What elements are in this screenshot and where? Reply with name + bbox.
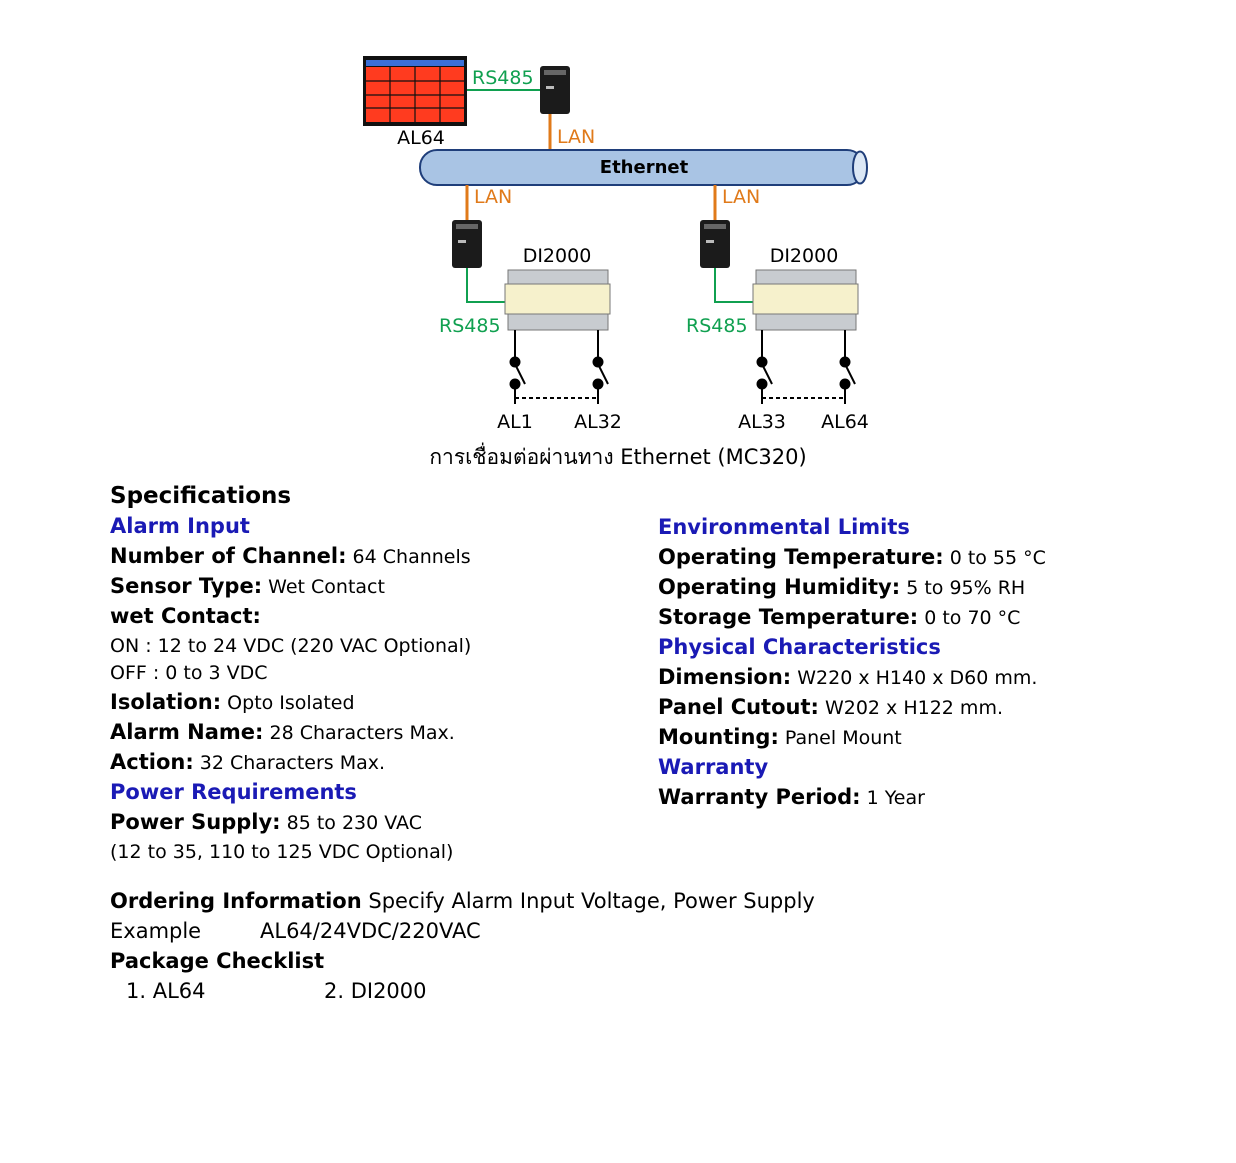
di2000-left-label: DI2000 bbox=[522, 245, 592, 267]
alarm-input-heading: Alarm Input bbox=[110, 514, 250, 538]
channel-label: Number of Channel: bbox=[110, 544, 347, 568]
environmental-limits-heading: Environmental Limits bbox=[658, 515, 910, 539]
ordering-text: Specify Alarm Input Voltage, Power Supply bbox=[368, 889, 815, 913]
al1-label: AL1 bbox=[497, 411, 533, 433]
ordering-label: Ordering Information bbox=[110, 889, 362, 913]
specifications-title: Specifications bbox=[110, 483, 292, 509]
dimension-label: Dimension: bbox=[658, 665, 792, 689]
converter-top-icon bbox=[540, 66, 570, 114]
rs485-top-label: RS485 bbox=[472, 67, 534, 89]
diagram-caption: การเชื่อมต่อผ่านทาง Ethernet (MC320) bbox=[429, 445, 807, 469]
spec-right-column bbox=[658, 512, 1046, 812]
power-supply-value: 85 to 230 VAC bbox=[286, 812, 422, 834]
mounting-label: Mounting: bbox=[658, 725, 779, 749]
storage-temperature-value: 0 to 70 °C bbox=[924, 607, 1021, 629]
operating-humidity-value: 5 to 95% RH bbox=[906, 577, 1026, 599]
alarm-name-label: Alarm Name: bbox=[110, 720, 264, 744]
power-supply-note: (12 to 35, 110 to 125 VDC Optional) bbox=[110, 841, 454, 863]
mounting-value: Panel Mount bbox=[784, 727, 902, 749]
switches-right bbox=[758, 330, 856, 404]
converter-left-icon bbox=[452, 220, 482, 268]
network-diagram bbox=[0, 0, 1236, 440]
checklist-item-2: 2. DI2000 bbox=[324, 979, 427, 1003]
wet-on-value: ON : 12 to 24 VDC (220 VAC Optional) bbox=[110, 635, 472, 657]
ordering-section bbox=[110, 886, 815, 1006]
converter-right-icon bbox=[700, 220, 730, 268]
al33-label: AL33 bbox=[738, 411, 786, 433]
power-requirements-heading: Power Requirements bbox=[110, 780, 357, 804]
power-supply-label: Power Supply: bbox=[110, 810, 281, 834]
isolation-value: Opto Isolated bbox=[227, 692, 355, 714]
al64-label: AL64 bbox=[397, 127, 445, 149]
di2000-right-label: DI2000 bbox=[769, 245, 839, 267]
rs485-left-label: RS485 bbox=[439, 315, 501, 337]
sensor-value: Wet Contact bbox=[268, 576, 385, 598]
checklist-item-1: 1. AL64 bbox=[126, 979, 206, 1003]
spec-left-column bbox=[110, 481, 471, 867]
ethernet-label: Ethernet bbox=[599, 157, 689, 178]
di2000-left-module bbox=[505, 270, 610, 330]
isolation-label: Isolation: bbox=[110, 690, 222, 714]
wet-off-value: OFF : 0 to 3 VDC bbox=[110, 662, 268, 684]
rs485-right-label: RS485 bbox=[686, 315, 748, 337]
di2000-right-module bbox=[753, 270, 858, 330]
al32-label: AL32 bbox=[574, 411, 622, 433]
al64-panel-image bbox=[363, 56, 467, 126]
sensor-label: Sensor Type: bbox=[110, 574, 263, 598]
warranty-period-value: 1 Year bbox=[866, 787, 925, 809]
alarm-name-value: 28 Characters Max. bbox=[269, 722, 455, 744]
example-value: AL64/24VDC/220VAC bbox=[260, 919, 481, 943]
panel-cutout-value: W202 x H122 mm. bbox=[824, 697, 1003, 719]
operating-temperature-value: 0 to 55 °C bbox=[949, 547, 1046, 569]
action-value: 32 Characters Max. bbox=[199, 752, 386, 774]
warranty-period-label: Warranty Period: bbox=[658, 785, 861, 809]
dimension-value: W220 x H140 x D60 mm. bbox=[797, 667, 1038, 689]
action-label: Action: bbox=[110, 750, 194, 774]
lan-left-label: LAN bbox=[474, 186, 513, 208]
package-checklist-label: Package Checklist bbox=[110, 949, 325, 973]
operating-temperature-label: Operating Temperature: bbox=[658, 545, 944, 569]
wet-contact-label: wet Contact: bbox=[110, 604, 261, 628]
channel-value: 64 Channels bbox=[352, 546, 471, 568]
storage-temperature-label: Storage Temperature: bbox=[658, 605, 919, 629]
al64-range-label: AL64 bbox=[821, 411, 869, 433]
panel-cutout-label: Panel Cutout: bbox=[658, 695, 819, 719]
switches-left bbox=[511, 330, 609, 404]
lan-top-label: LAN bbox=[557, 126, 596, 148]
warranty-heading: Warranty bbox=[658, 755, 769, 779]
physical-characteristics-heading: Physical Characteristics bbox=[658, 635, 941, 659]
operating-humidity-label: Operating Humidity: bbox=[658, 575, 901, 599]
lan-right-label: LAN bbox=[722, 186, 761, 208]
example-label: Example bbox=[110, 919, 202, 943]
